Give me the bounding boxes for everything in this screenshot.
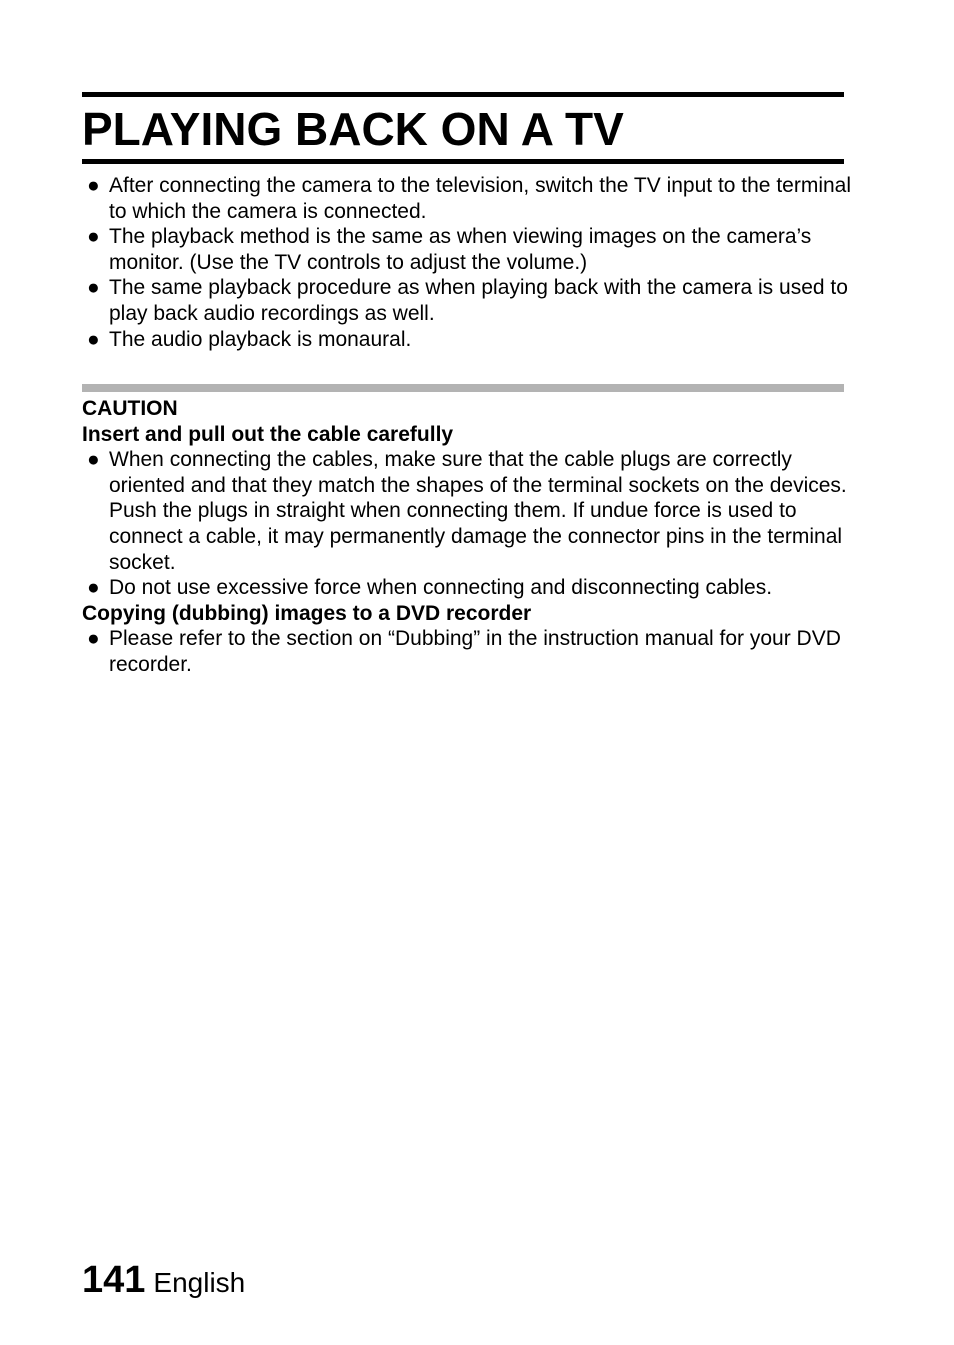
bullet-icon: ● — [87, 627, 100, 651]
list-item — [82, 626, 852, 677]
cable-subheading: Insert and pull out the cable carefully — [82, 422, 454, 446]
title-block — [82, 92, 844, 164]
caution-section — [82, 396, 852, 678]
bullet-text: Do not use excessive force when connecting and disconnecting cables. — [109, 576, 773, 600]
page-footer — [82, 1258, 245, 1305]
bullet-icon: ● — [87, 276, 100, 300]
list-item — [82, 447, 852, 575]
list-item — [82, 275, 852, 326]
list-item — [82, 224, 852, 275]
intro-bullet-list — [82, 173, 852, 352]
cable-bullet-list — [82, 447, 852, 601]
section-divider — [82, 384, 844, 392]
list-item — [82, 327, 852, 353]
bullet-icon: ● — [87, 327, 100, 351]
list-item — [82, 575, 852, 601]
bullet-icon: ● — [87, 448, 100, 472]
bullet-text: The audio playback is monaural. — [109, 327, 412, 351]
page-number: 141 — [82, 1259, 146, 1301]
bullet-icon: ● — [87, 174, 100, 197]
bullet-text: The playback method is the same as when viewing images on the camera’s monitor. (Use the TV controls to adjust the volume.) — [109, 225, 812, 274]
dubbing-bullet-list — [82, 626, 852, 677]
page-title: PLAYING BACK ON A TV — [82, 103, 624, 155]
bullet-text: The same playback procedure as when playing back with the camera is used to play back audio recordings as well. — [109, 276, 848, 325]
bullet-text: When connecting the cables, make sure that the cable plugs are correctly oriented and that they match the shapes of the terminal sockets on the devices. Push the plugs in straight when connecting them. If undue force is used to connect a cable, it may permanently damage the connector pins in the terminal socket. — [109, 448, 847, 574]
page-language: English — [153, 1267, 246, 1298]
bullet-icon: ● — [87, 576, 100, 600]
dubbing-subheading: Copying (dubbing) images to a DVD recorder — [82, 601, 532, 625]
bullet-icon: ● — [87, 225, 100, 249]
caution-heading: CAUTION — [82, 397, 178, 420]
bullet-text: Please refer to the section on “Dubbing” in the instruction manual for your DVD recorder. — [109, 627, 841, 676]
bullet-text: After connecting the camera to the television, switch the TV input to the terminal to which the camera is connected. — [109, 174, 852, 223]
list-item — [82, 173, 852, 224]
